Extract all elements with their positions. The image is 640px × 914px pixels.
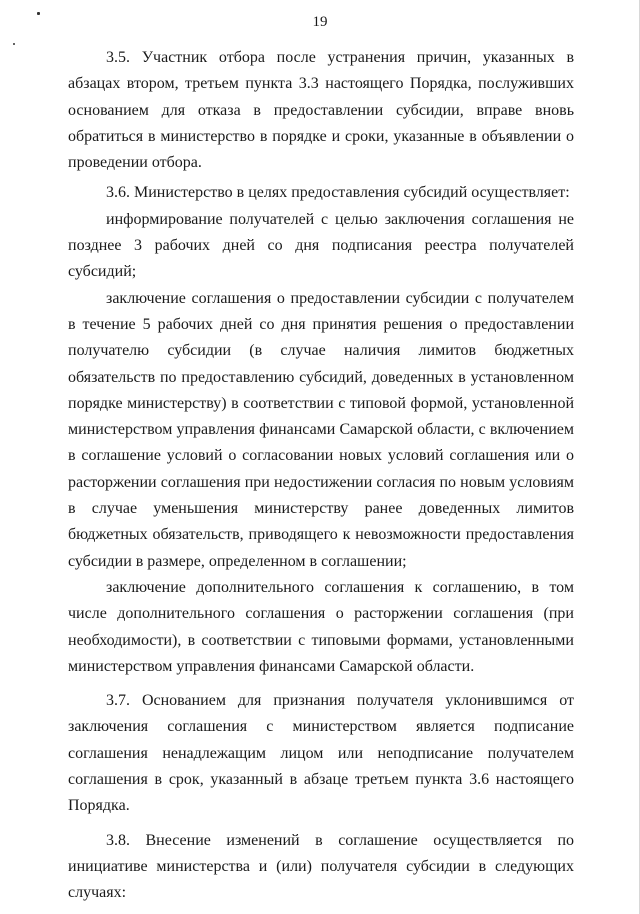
paragraph-3-8: 3.8. Внесение изменений в соглашение осуществляется по инициативе министерства и (или) получателя субсидии в следующих случаях: bbox=[68, 831, 574, 902]
paragraph-3-6: 3.6. Министерство в целях предоставления субсидий осуществляет: bbox=[106, 184, 570, 202]
paragraph-agreement: заключение соглашения о предоставлении субсидии с получателем в течение 5 рабочих дней со дня принятия решения о предоставлении получателю субсидии (в случае наличия лимитов бюджетных обязательств по предоставлению субсидий, доведенных в установленном порядке министерству) в соответствии с типовой формой, установленной министерством управления финансами Самарской области, с включением в соглашение условий о согласовании новых условий соглашения или о расторжении соглашения при недостижении согласия по новым условиям в случае уменьшения министерству ранее доведенных лимитов бюджетных обязательств, приводящего к невозможности предоставления субсидии в размере, определенном в соглашении; bbox=[68, 289, 574, 570]
document-body bbox=[68, 45, 574, 911]
scan-speck bbox=[13, 43, 15, 45]
paragraph-3-5: 3.5. Участник отбора после устранения причин, указанных в абзацах втором, третьем пункта 3.3 настоящего Порядка, послуживших основанием для отказа в предоставлении субсидии, вправе вновь обратиться в министерство в порядке и сроки, указанные в объявлении о проведении отбора. bbox=[68, 49, 574, 172]
paragraph-informing: информирование получателей с целью заключения соглашения не позднее 3 рабочих дней со дня подписания реестра получателей субсидий; bbox=[68, 210, 574, 281]
paragraph-3-7: 3.7. Основанием для признания получателя уклонившимся от заключения соглашения с министерством является подписание соглашения ненадлежащим лицом или неподписание получателем соглашения в срок, указанный в абзаце третьем пункта 3.6 настоящего Порядка. bbox=[68, 692, 574, 815]
page-number: 19 bbox=[312, 14, 328, 30]
paragraph-additional-agreement: заключение дополнительного соглашения к соглашению, в том числе дополнительного соглашения о расторжении соглашения (при необходимости), в соответствии с типовыми формами, установленными министерством управления финансами Самарской области. bbox=[68, 578, 574, 675]
